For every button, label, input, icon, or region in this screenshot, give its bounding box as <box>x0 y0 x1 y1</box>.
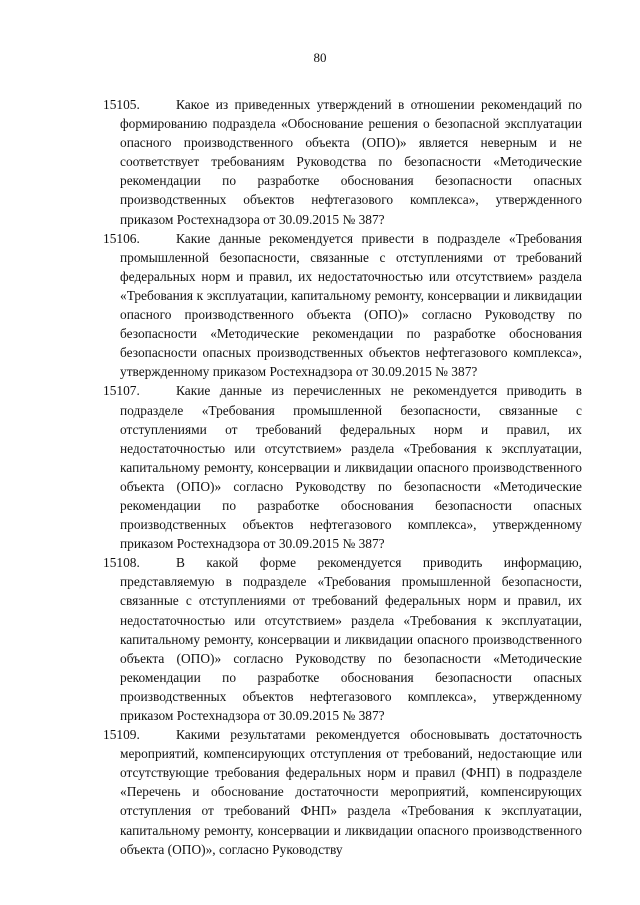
questions-list <box>103 95 582 859</box>
question-text: В какой форме рекомендуется приводить информацию, представляемую в подразделе «Требования промышленной безопасности, связанные с отступлениями от требований федеральных норм и правил, их недостаточностью или отсутствием» раздела «Требования к эксплуатации, капитальному ремонту, консервации и ликвидации опасного производственного объекта (ОПО)» согласно Руководству по безопасности «Методические рекомендации по разработке обоснования безопасности опасных производственных объектов нефтегазового комплекса», утвержденному приказом Ростехнадзора от 30.09.2015 № 387? <box>120 555 582 723</box>
question-number: 15106. <box>103 230 140 246</box>
question-number: 15109. <box>103 727 140 743</box>
question-number: 15107. <box>103 383 140 399</box>
question-item <box>103 725 582 859</box>
question-text: Какое из приведенных утверждений в отношении рекомендаций по формированию подраздела «Обоснование решения о безопасной эксплуатации опасного производственного объекта (ОПО)» является неверным и не соответствует требованиям Руководства по безопасности «Методические рекомендации по разработке обоснования безопасности опасных производственных объектов нефтегазового комплекса», утвержденного приказом Ростехнадзора от 30.09.2015 № 387? <box>120 97 582 227</box>
question-number: 15105. <box>103 97 140 112</box>
question-text: Какие данные из перечисленных не рекомендуется приводить в подразделе «Требования промышленной безопасности, связанные с отступлениями от требований федеральных норм и правил, их недостаточностью или отсутствием» раздела «Требования к эксплуатации, капитальному ремонту, консервации и ликвидации опасного производственного объекта (ОПО)» согласно Руководству по безопасности «Методические рекомендации по разработке обоснования безопасности опасных производственных объектов нефтегазового комплекса», утвержденному приказом Ростехнадзора от 30.09.2015 № 387? <box>120 383 582 552</box>
question-text: Какими результатами рекомендуется обосновывать достаточность мероприятий, компенсирующих отступления от требований, недостающие или отсутствующие требования федеральных норм и правил (ФНП) в подразделе «Перечень и обоснование достаточности мероприятий, компенсирующих отступления от требований ФНП» раздела «Требования к эксплуатации, капитальному ремонту, консервации и ликвидации опасного производственного объекта (ОПО)», согласно Руководству <box>120 727 582 857</box>
question-text: Какие данные рекомендуется привести в подразделе «Требования промышленной безопасности, связанные с отступлениями от требований федеральных норм и правил, их недостаточностью или отсутствием» раздела «Требования к эксплуатации, капитальному ремонту, консервации и ликвидации опасного производственного объекта (ОПО)» согласно Руководству по безопасности «Методические рекомендации по разработке обоснования безопасности опасных производственных объектов нефтегазового комплекса», утвержденному приказом Ростехнадзора от 30.09.2015 № 387? <box>120 230 582 380</box>
page-number: 80 <box>313 50 327 65</box>
question-item <box>103 95 582 229</box>
question-item <box>103 229 582 382</box>
question-number: 15108. <box>103 555 140 571</box>
question-item <box>103 381 582 553</box>
question-item <box>103 553 582 725</box>
